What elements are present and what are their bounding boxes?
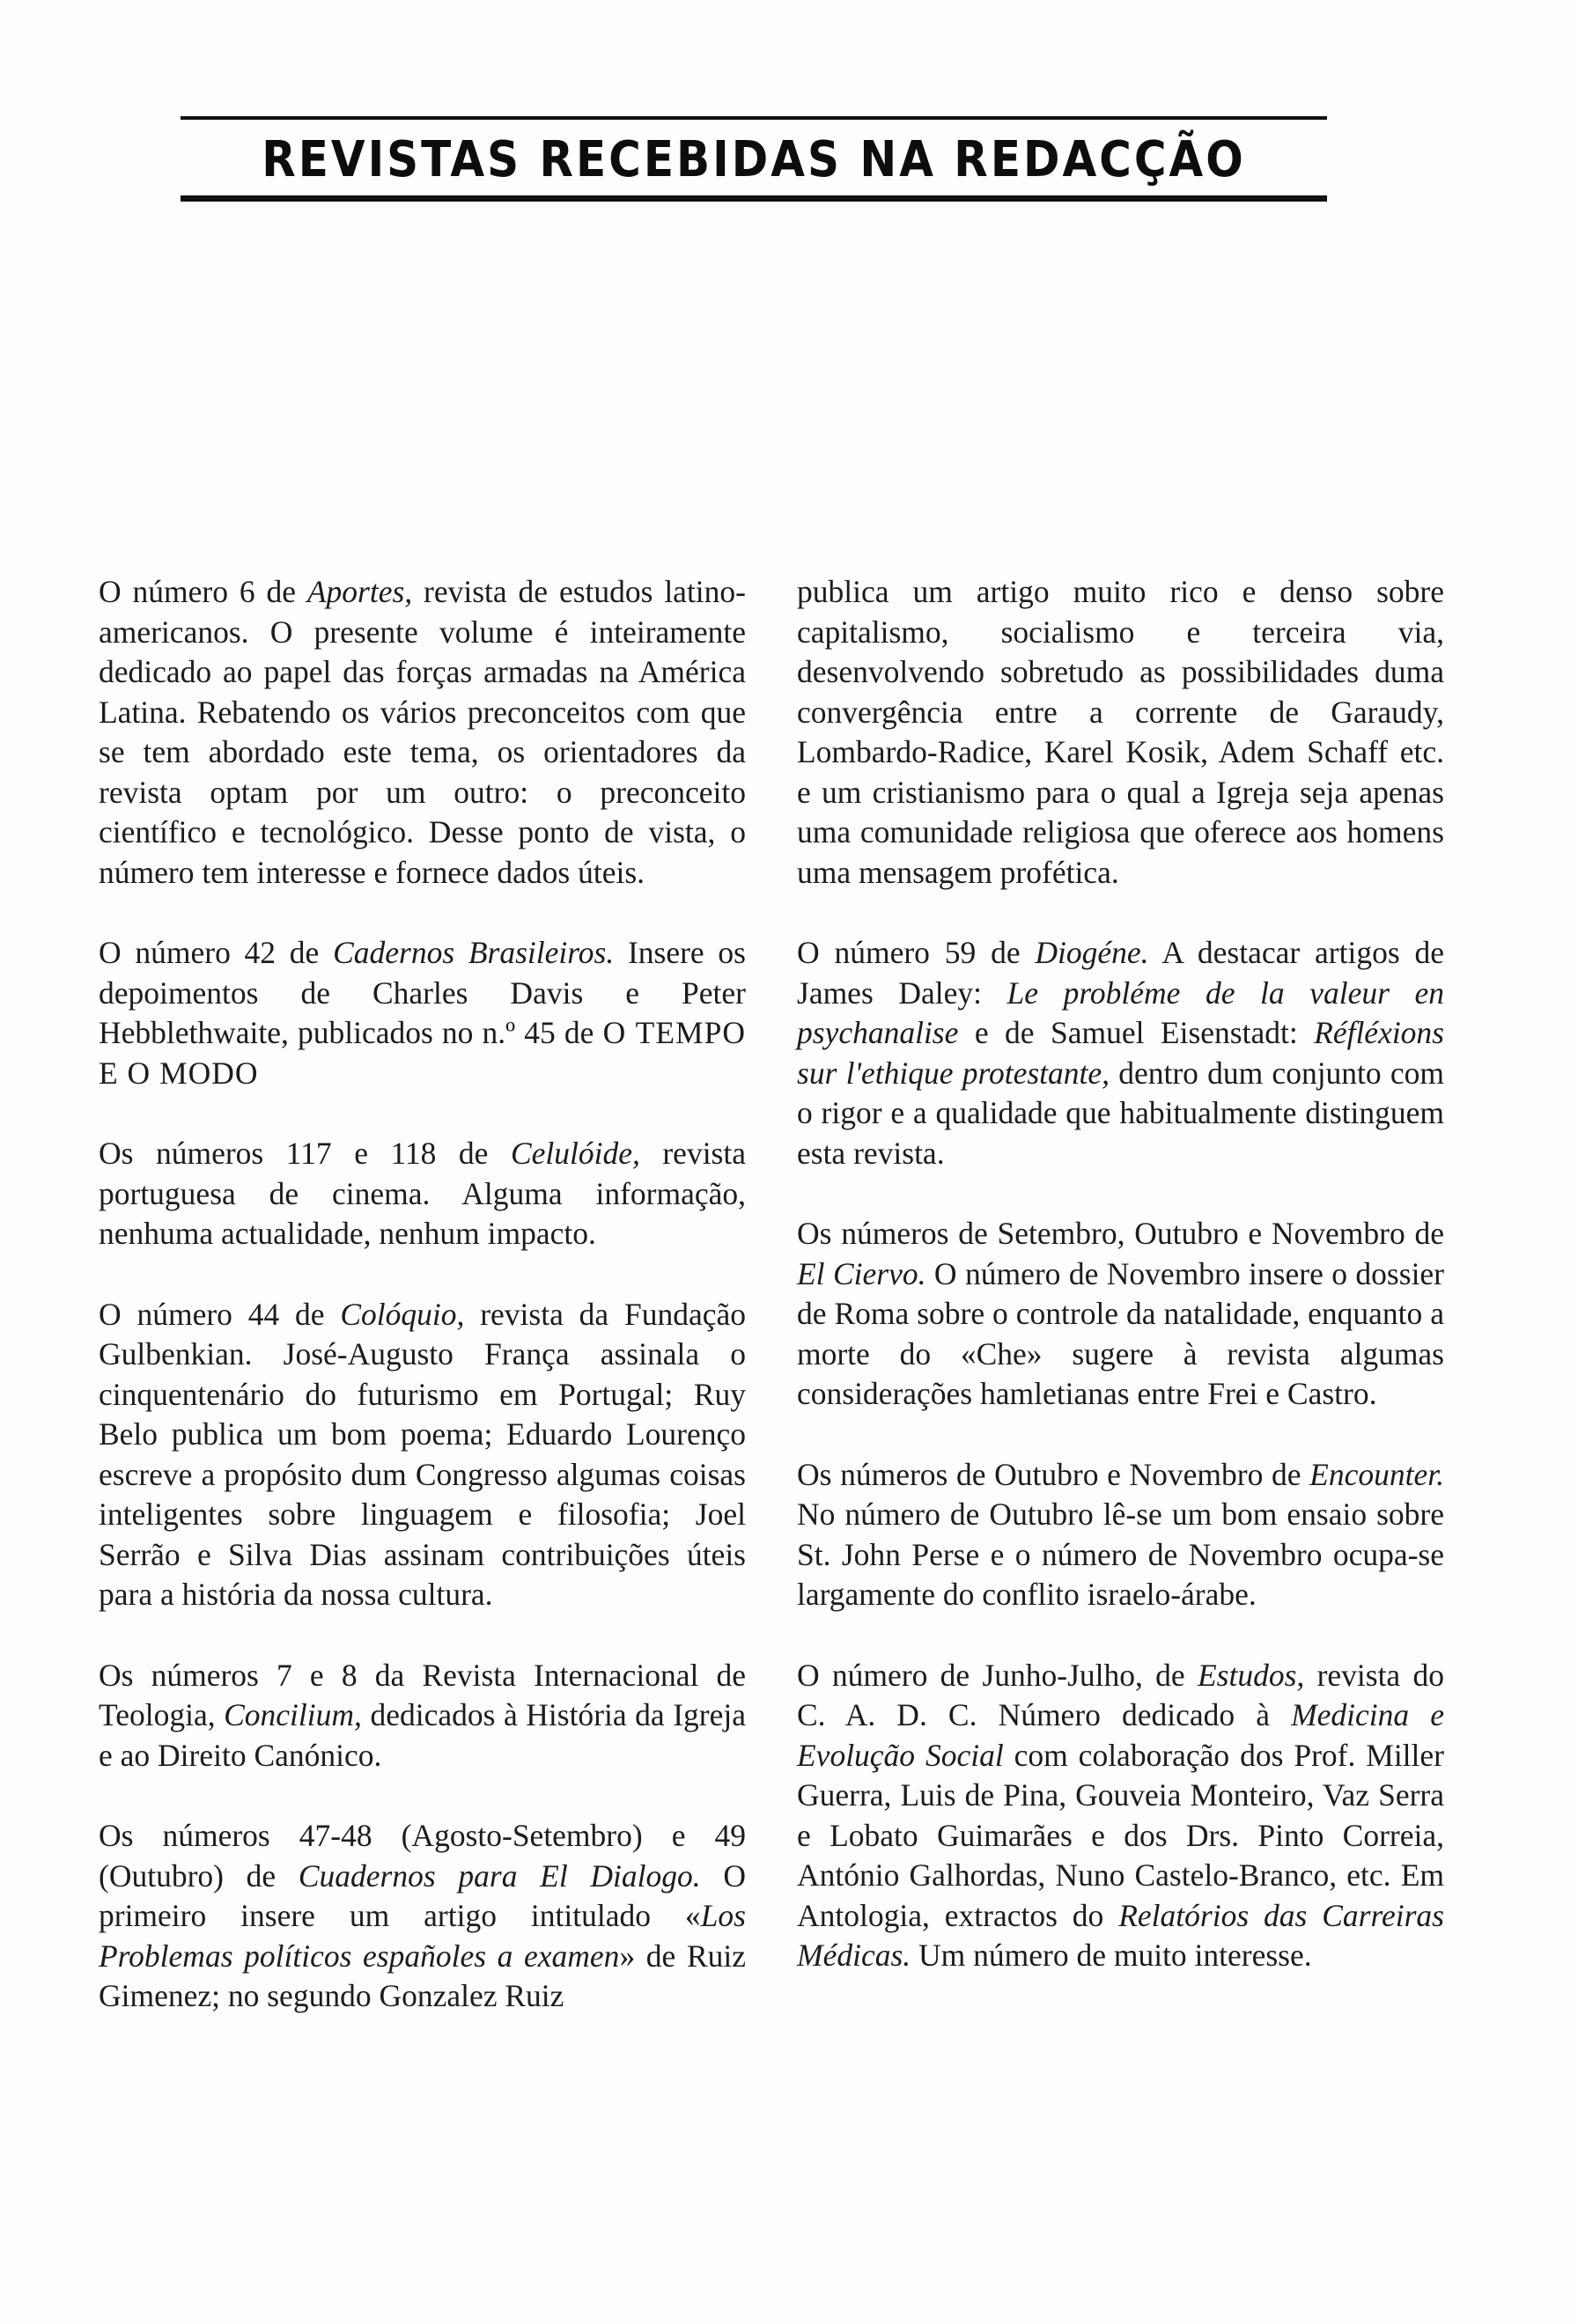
review-text: O número 42 de — [99, 935, 334, 970]
review-text: O número 6 de — [99, 574, 307, 609]
review-text: Insere os depoimentos de Charles Davis e Peter Hebblethwaite, publicados no n.º 45 de — [99, 935, 746, 1050]
left-column — [99, 572, 746, 2017]
review-cuadernos-continued — [797, 572, 1444, 893]
review-text: No número de Outubro lê-se um bom ensaio sobre St. John Perse e o número de Novembro ocupa-se largamente do conflito israelo-árabe. — [797, 1497, 1444, 1612]
review-celuloide — [99, 1134, 746, 1254]
review-encounter — [797, 1455, 1444, 1615]
review-text: revista do C. A. D. C. Número dedicado à — [797, 1657, 1444, 1732]
review-text: O número de Junho-Julho, de — [797, 1657, 1198, 1693]
review-text: revista portuguesa de cinema. Alguma informação, nenhuma actualidade, nenhum impacto. — [99, 1136, 746, 1251]
journal-title: Diogéne. — [1035, 935, 1149, 970]
review-text: e de Samuel Eisenstadt: — [958, 1015, 1315, 1050]
review-text: O número de Novembro insere o dossier de Roma sobre o controle da natalidade, enquanto a morte do «Che» sugere à revista algumas considerações hamletianas entre Frei e Castro. — [797, 1255, 1445, 1411]
review-cadernos-brasileiros — [99, 933, 746, 1093]
journal-title: Cuadernos para El Dialogo. — [298, 1857, 701, 1894]
header-top-rule — [181, 116, 1327, 120]
review-text: Os números 117 e 118 de — [99, 1136, 511, 1171]
page-title: REVISTAS RECEBIDAS NA REDACÇÃO — [262, 130, 1246, 188]
review-text: revista da Fundação Gulbenkian. José-Augusto França assinala o cinquentenário do futurismo em Portugal; Ruy Belo publica um bom poema; Eduardo Lourenço escreve a propósito dum Congresso algumas coisas inteligentes sobre linguagem e filosofia; Joel Serrão e Silva Dias assinam contribuições úteis para a história da nossa cultura. — [99, 1296, 746, 1612]
journal-title: Cadernos Brasileiros. — [333, 935, 615, 970]
review-text: revista de estudos latino-americanos. O presente volume é inteiramente dedicado ao papel das forças armadas na América Latina. Rebatendo os vários preconceitos com que se tem abordado este tema, os orientadores da revista optam por um outro: o preconceito científico e tecnológico. Desse ponto de vista, o número tem interesse e fornece dados úteis. — [99, 574, 746, 890]
review-coloquio — [99, 1295, 746, 1615]
header-bottom-rule — [181, 195, 1327, 202]
review-text: Os números 47-48 (Agosto-Setembro) e 49 (Outubro) de — [99, 1818, 746, 1894]
review-el-ciervo — [797, 1214, 1444, 1415]
review-text: A destacar artigos de James Daley: — [797, 935, 1444, 1011]
review-aportes — [99, 572, 746, 893]
review-text: O primeiro insere um artigo intitulado « — [99, 1857, 746, 1933]
page-header — [181, 116, 1327, 202]
review-cuadernos-para-el-dialogo — [99, 1816, 746, 2017]
journal-title: El Ciervo. — [797, 1255, 926, 1291]
journal-title: Colóquio, — [340, 1296, 465, 1332]
journal-title: O TEMPO E O MODO — [99, 1015, 746, 1091]
right-column — [797, 572, 1444, 1976]
article-title: Relatórios das Carreiras Médicas. — [797, 1897, 1444, 1973]
review-text: publica um artigo muito rico e denso sobre capitalismo, socialismo e terceira via, desenvolvendo sobretudo as possibilidades duma convergência entre a corrente de Garaudy, Lombardo-Radice, Karel Kosik, Adem Schaff etc. e um cristianismo para o qual a Igreja seja apenas uma comunidade religiosa que oferece aos homens uma mensagem profética. — [797, 574, 1444, 890]
journal-title: Celulóide, — [510, 1136, 640, 1171]
review-text: O número 59 de — [797, 935, 1036, 970]
article-title: Medicina e Evolução Social — [797, 1697, 1444, 1773]
review-text: Os números de Outubro e Novembro de — [797, 1456, 1310, 1492]
journal-title: Encounter. — [1309, 1456, 1444, 1492]
review-text: Os números de Setembro, Outubro e Novembro de — [797, 1216, 1444, 1251]
review-text: O número 44 de — [99, 1296, 341, 1332]
review-diogene — [797, 933, 1444, 1173]
article-title: Le probléme de la valeur en psychanalise — [797, 974, 1444, 1050]
review-text: » de Ruiz Gimenez; no segundo Gonzalez Ruiz — [99, 1938, 746, 2013]
review-text: dedicados à História da Igreja e ao Direito Canónico. — [99, 1697, 746, 1773]
journal-title: Aportes, — [306, 574, 413, 609]
article-title: Réfléxions sur l'ethique protestante, — [797, 1015, 1444, 1091]
article-title: Los Problemas políticos españoles a examen — [99, 1898, 746, 1974]
review-text: com colaboração dos Prof. Miller Guerra, Luis de Pina, Gouveia Monteiro, Vaz Serra e Lobato Guimarães e dos Drs. Pinto Correia, António Galhordas, Nuno Castelo-Branco, etc. Em Antologia, extractos do — [797, 1737, 1444, 1933]
review-text: dentro dum conjunto com o rigor e a qualidade que habitualmente distinguem esta revista. — [797, 1055, 1444, 1171]
review-estudos — [797, 1656, 1444, 1976]
review-text: Os números 7 e 8 da Revista Internacional de Teologia, — [99, 1657, 746, 1732]
journal-title: Concilium, — [224, 1697, 362, 1732]
review-concilium — [99, 1656, 746, 1776]
review-text: Um número de muito interesse. — [911, 1938, 1312, 1973]
journal-title: Estudos, — [1197, 1657, 1305, 1693]
